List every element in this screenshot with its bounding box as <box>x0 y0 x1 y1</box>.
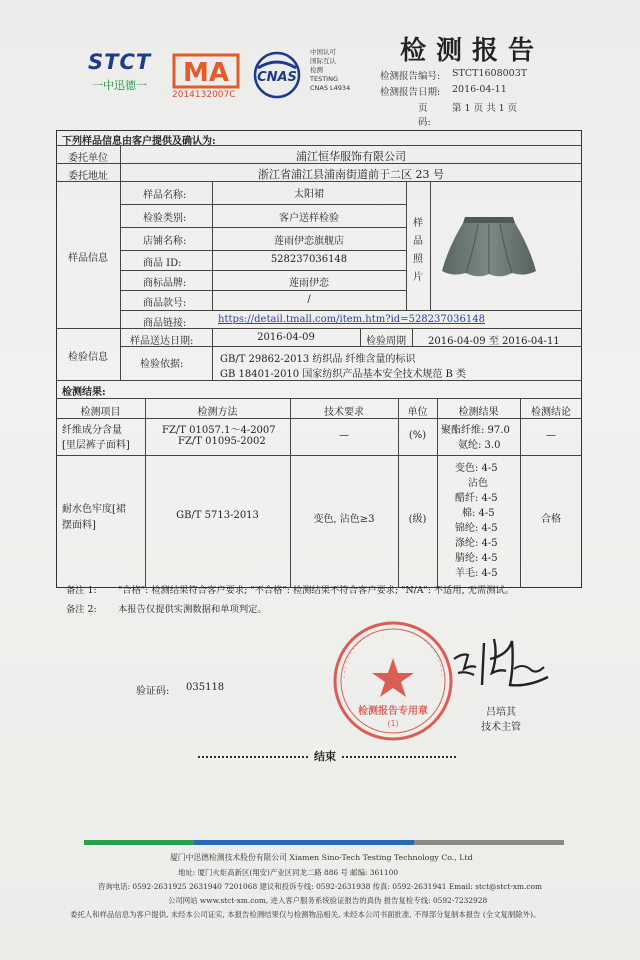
row1-method-line1: FZ/T 01057.1～4-2007 <box>162 425 276 436</box>
row1-conclusion: — <box>546 430 556 441</box>
header-method: 检测方法 <box>197 407 238 418</box>
note2-text: 本报告仅提供实测数据和单项判定。 <box>118 604 267 615</box>
row2-item-line1: 耐水色牢度[裙 <box>62 504 126 515</box>
note1-label: 备注 1: <box>66 585 97 596</box>
verify-code: 035118 <box>186 682 225 693</box>
inspection-type-label: 检验类别: <box>143 213 187 224</box>
svg-text:检测报告专用章: 检测报告专用章 <box>358 706 428 717</box>
send-date-label: 样品送达日期: <box>130 336 194 347</box>
sample-info-label: 样品信息 <box>68 253 108 264</box>
period-label: 检验周期 <box>366 336 406 347</box>
cnas-logo <box>248 50 306 100</box>
cnas-logo-text: CNAS <box>257 70 297 85</box>
product-id-label: 商品 ID: <box>143 258 182 269</box>
send-date: 2016-04-09 <box>257 332 315 343</box>
note1-text: "合格": 检测结果符合客户要求; "不合格": 检测结果不符合客户要求; "N/A": 不适用, 无需测试。 <box>118 585 515 596</box>
cnas-accreditation: 中国认可 国际互认 检测 TESTING CNAS L4934 <box>310 48 351 92</box>
sample-photo-skirt <box>440 213 538 281</box>
end-marker: 结束 <box>310 748 340 764</box>
row1-item-line2: [里层裤子面料] <box>62 440 130 451</box>
section-client-info: 下列样品信息由客户提供及确认为: <box>62 136 216 147</box>
ma-logo <box>172 52 240 90</box>
company-seal <box>330 618 456 744</box>
sample-name: 太阳裙 <box>294 189 324 200</box>
row1-item-line1: 纤维成分含量 <box>62 425 122 436</box>
inspection-info-label: 检验信息 <box>68 352 108 363</box>
header-unit: 单位 <box>407 407 428 418</box>
shop-name-label: 店铺名称: <box>143 236 187 247</box>
report-number: 检测报告编号: STCT1608003T <box>380 68 528 82</box>
row2-requirement: 变色, 沾色≥3 <box>313 514 375 525</box>
signer-title: 技术主管 <box>481 722 521 733</box>
footer-company: 厦门中迅德检测技术股份有限公司 Xiamen Sino-Tech Testing Technology Co., Ltd <box>170 853 473 862</box>
row2-item-line2: 摆面料] <box>62 520 96 531</box>
basis-label: 检验依据: <box>140 359 184 370</box>
signer-name: 吕培其 <box>486 707 516 718</box>
ma-logo-text: MA <box>183 58 229 88</box>
row2-method: GB/T 5713-2013 <box>176 510 259 521</box>
inspection-type: 客户送样检验 <box>279 213 339 224</box>
row1-method-line2: FZ/T 01095-2002 <box>178 436 266 447</box>
style-no-label: 商品款号: <box>143 298 187 309</box>
ma-number: 2014132007C <box>172 90 236 100</box>
header-requirement: 技术要求 <box>324 407 364 418</box>
inspection-period: 2016-04-09 至 2016-04-11 <box>428 336 560 347</box>
report-page: STCT 一中迅德一 MA 2014132007C CNAS 中国认可 国际互认 检测 TESTING CNAS L4934 检测报告 检测报告编号: STCT1608003T 检测报告日期: 2016-04-11 页码: 第 1 页 共 1 页 下列样品信息由客户提供及确认为: 委托单位 浦江恒华服饰有限公司 委托地址 浙江省浦江县浦南街道前于二区 23 号 样品信息 样品名称: 太阳裙 检验类别: 客户送样检验 店铺名称: 莲雨伊恋旗舰店 商品 ID: 528237036148 商标品牌: 莲雨伊恋 商品款号: / 样 品 照 片 商品链接: https://detail.tmall.com/item.htm?id=528237036148 检验信息 样品送达日期: 2016-04-09 检验周期 2016-04-09 至 2016-04-11 检验依据: GB/T 29862-2013 纺织品 纤维含量的标识 GB 18401-2010 国家纺织产品基本安全技术规范 B 类 检测结果: 检测项目 检测方法 技术要求 单位 检测结果 检测结论 纤维成分含量 [里层裤子面料] FZ/T 01057.1～4-2007 FZ/T 01095-2002 — (%) 聚酯纤维: 97.0 氨纶: 3.0 — 耐水色牢度[裙 摆面料] GB/T 5713-2013 变色, 沾色≥3 (级) 变色: 4-5 沾色 醋纤: 4-5 棉: 4-5 锦纶: 4-5 涤纶: 4-5 腈纶: 4-5 羊毛: 4-5 合格 备注 1: "合格": 检测结果符合客户要求; "不合格": 检测结果不符合客户要求; "N/A": 不适用, 无需测试。 备注 2: 本报告仅提供实测数据和单项判定。 验证码: 035118 检测报告专用章 (1) 吕培其 技术主管 结束 厦门中迅德检测技术股份有限公司 Xiamen Sino-Tech Testing Technology Co., Ltd 地址: 厦门火炬高新区(翔安)产业区同龙二路 886 号 邮编: 361100 咨询电话: 0592-2631925 2631940 7201068 建议和投诉专线: 0592-2631938 传真: 0592-2631941 Email: stct@stct-xm.com 公司网站 www.stct-xm.com, 进入客户服务系统验证报告的真伪 报告复检专线: 0592-7232928 委托人和样品信息为客户提供, 未经本公司证实, 本报告检测结果仅与检测物品相关, 未经本公司书面批准, 不得部分复制本报告 (全文复制除外)。 <box>0 0 640 960</box>
product-link-label: 商品链接: <box>143 318 187 329</box>
footer-phones: 咨询电话: 0592-2631925 2631940 7201068 建议和投诉专线: 0592-2631938 传真: 0592-2631941 Email: stct@stct-xm.com <box>98 882 542 891</box>
row1-unit: (%) <box>408 430 427 441</box>
stct-logo-subtitle: 一中迅德一 <box>92 79 147 92</box>
footer-address: 地址: 厦门火炬高新区(翔安)产业区同龙二路 886 号 邮编: 361100 <box>178 868 399 877</box>
client-unit-label: 委托单位 <box>68 153 108 164</box>
header-item: 检测项目 <box>80 407 121 418</box>
row2-conclusion: 合格 <box>541 514 561 525</box>
row1-requirement: — <box>339 430 349 441</box>
footer-bar-gray <box>414 840 564 845</box>
footer-disclaimer: 委托人和样品信息为客户提供, 未经本公司证实, 本报告检测结果仅与检测物品相关, 未经本公司书面批准, 不得部分复制本报告 (全文复制除外)。 <box>70 910 541 919</box>
shop-name: 莲雨伊恋旗舰店 <box>274 236 344 247</box>
client-unit: 浦江恒华服饰有限公司 <box>296 150 406 163</box>
basis-line-2: GB 18401-2010 国家纺织产品基本安全技术规范 B 类 <box>220 369 467 380</box>
basis-line-1: GB/T 29862-2013 纺织品 纤维含量的标识 <box>220 354 416 365</box>
brand: 莲雨伊恋 <box>289 278 329 289</box>
header-result: 检测结果 <box>458 407 499 418</box>
report-date: 检测报告日期: 2016-04-11 <box>380 84 507 98</box>
footer-website: 公司网站 www.stct-xm.com, 进入客户服务系统验证报告的真伪 报告复检专线: 0592-7232928 <box>168 896 488 905</box>
client-address: 浙江省浦江县浦南街道前于二区 23 号 <box>258 168 444 181</box>
svg-text:(1): (1) <box>387 719 399 728</box>
row1-result-line2: 氨纶: 3.0 <box>458 440 501 451</box>
row2-unit: (级) <box>408 514 427 525</box>
note2-label: 备注 2: <box>66 604 97 615</box>
product-link[interactable]: https://detail.tmall.com/item.htm?id=528237036148 <box>218 314 485 325</box>
report-title: 检测报告 <box>400 36 545 66</box>
style-no: / <box>307 294 311 305</box>
stct-logo: STCT <box>88 50 152 74</box>
header-conclusion: 检测结论 <box>531 407 571 418</box>
footer-bar-green <box>84 840 194 845</box>
signature <box>448 625 558 695</box>
brand-label: 商标品牌: <box>143 278 187 289</box>
results-title: 检测结果: <box>62 387 106 398</box>
sample-name-label: 样品名称: <box>143 190 187 201</box>
row1-result-line1: 聚酯纤维: 97.0 <box>441 425 510 436</box>
footer-bar-blue <box>194 840 414 845</box>
client-address-label: 委托地址 <box>68 171 108 182</box>
verify-code-label: 验证码: <box>136 686 170 697</box>
product-id: 528237036148 <box>270 254 348 265</box>
